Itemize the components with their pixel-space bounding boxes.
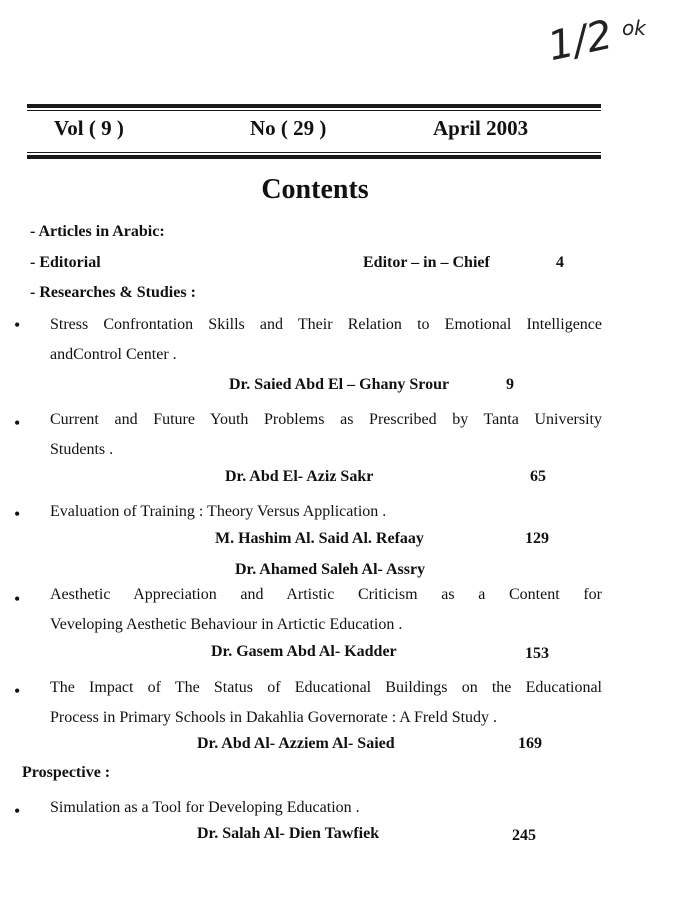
- article-title-line: Students .: [50, 441, 114, 458]
- article-title-line: andControl Center .: [50, 346, 177, 363]
- header-top-rule-thin: [27, 110, 601, 111]
- header-top-rule: [27, 104, 601, 108]
- section-researches-studies: - Researches & Studies :: [30, 284, 196, 301]
- article-author: Dr. Abd Al- Azziem Al- Saied: [197, 735, 395, 752]
- editorial-author: Editor – in – Chief: [363, 254, 490, 271]
- article-author: M. Hashim Al. Said Al. Refaay: [215, 530, 424, 547]
- article-title-line: Stress Confrontation Skills and Their Relation to Emotional Intelligence: [50, 316, 602, 333]
- article-page-number: 153: [525, 645, 549, 662]
- article-page-number: 65: [530, 468, 546, 485]
- article-title-line: Evaluation of Training : Theory Versus Application .: [50, 503, 387, 520]
- article-page-number: 9: [506, 376, 514, 393]
- handwritten-fraction-note: 1/2: [543, 11, 617, 71]
- volume-label: Vol ( 9 ): [54, 116, 124, 140]
- article-title-line: The Impact of The Status of Educational Buildings on the Educational: [50, 679, 602, 696]
- bullet-icon: •: [14, 413, 21, 433]
- editorial-page-number: 4: [556, 254, 564, 271]
- article-page-number: 169: [518, 735, 542, 752]
- article-title-line: Veveloping Aesthetic Behaviour in Artictic Education .: [50, 616, 403, 633]
- header-bottom-rule: [27, 155, 601, 159]
- bullet-icon: •: [14, 801, 21, 821]
- bullet-icon: •: [14, 589, 21, 609]
- article-title-line: Aesthetic Appreciation and Artistic Criticism as a Content for: [50, 586, 602, 603]
- handwritten-ok-note: ok: [622, 16, 646, 40]
- bullet-icon: •: [14, 315, 21, 335]
- article-author: Dr. Salah Al- Dien Tawfiek: [197, 825, 380, 842]
- bullet-icon: •: [14, 681, 21, 701]
- issue-date-label: April 2003: [433, 116, 529, 140]
- section-editorial: - Editorial: [30, 254, 101, 271]
- article-page-number: 129: [525, 530, 549, 547]
- article-author: Dr. Ahamed Saleh Al- Assry: [235, 561, 426, 578]
- article-title-line: Current and Future Youth Problems as Prescribed by Tanta University: [50, 411, 602, 428]
- section-articles-in-arabic: - Articles in Arabic:: [30, 223, 165, 240]
- article-author: Dr. Gasem Abd Al- Kadder: [211, 643, 397, 660]
- article-title-line: Process in Primary Schools in Dakahlia Governorate : A Freld Study .: [50, 709, 498, 726]
- article-author: Dr. Saied Abd El – Ghany Srour: [229, 376, 450, 393]
- article-page-number: 245: [512, 827, 536, 844]
- article-title-line: Simulation as a Tool for Developing Education .: [50, 799, 360, 816]
- section-prospective: Prospective :: [22, 764, 111, 781]
- page-title: Contents: [261, 174, 369, 205]
- issue-number-label: No ( 29 ): [250, 116, 327, 140]
- article-author: Dr. Abd El- Aziz Sakr: [225, 468, 374, 485]
- bullet-icon: •: [14, 504, 21, 524]
- header-bottom-rule-thin: [27, 152, 601, 153]
